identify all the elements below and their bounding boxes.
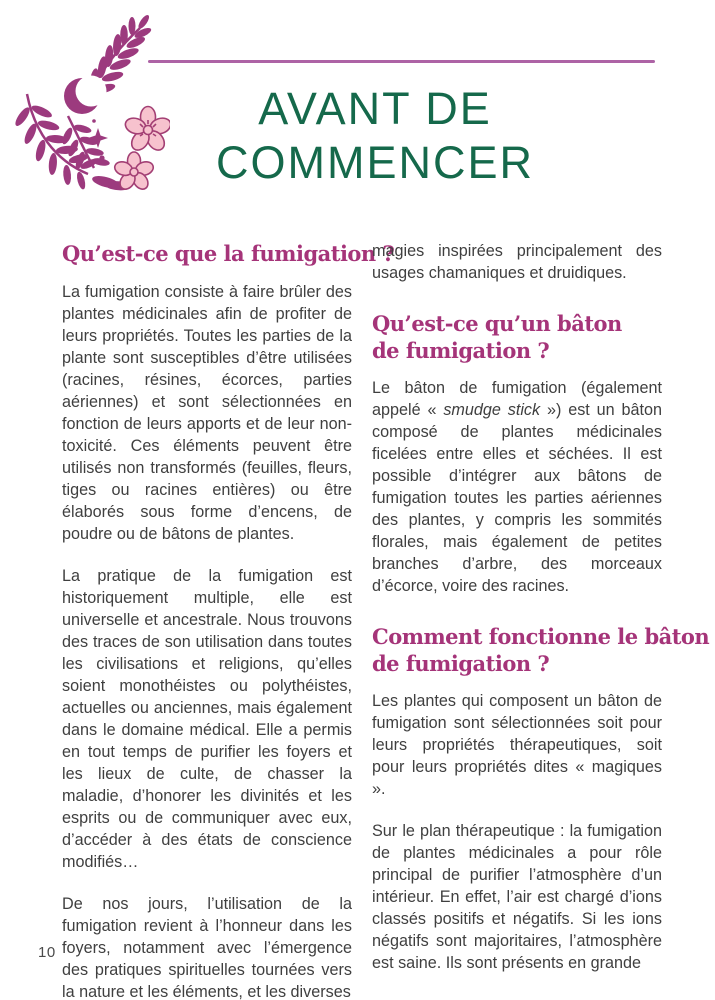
section-heading-fonctionne: Comment fonctionne le bâton de fumigation ? — [372, 624, 710, 676]
paragraph-text: Le bâton de fumigation (également appelé « — [372, 379, 662, 419]
paragraph-baton — [372, 377, 662, 597]
text-columns — [62, 240, 710, 1000]
paragraph: Les plantes qui composent un bâton de fumigation sont sélectionnées soit pour leurs propriétés thérapeutiques, soit pour leurs propriétés dites « magiques ». — [372, 692, 662, 798]
paragraph: Sur le plan thérapeutique : la fumigation de plantes médicinales a pour rôle principal de purifier l’atmosphère d’un intérieur. En effet, l’air est chargé d’ions classés positifs et négatifs. Si les ions négatifs sont majoritaires, l’atmosphère est saine. Ils sont présents en grande — [372, 822, 662, 972]
paragraph: De nos jours, l’utilisation de la fumigation revient à l’honneur dans les foyers, notamment avec l’émergence des pratiques spirituelles tournées vers la nature et les éléments, et les diverses — [62, 895, 352, 1000]
right-column — [372, 240, 710, 1000]
paragraph: La fumigation consiste à faire brûler des plantes médicinales afin de profiter de leurs propriétés. Toutes les parties de la plante sont susceptibles d’être utilisées (racines, résines, écorces, parties aériennes) et sont sélectionnées en fonction de leurs apports et de leur non-toxicité. Ces éléments peuvent être utilisés non transformés (feuilles, fleurs, tiges ou racines entières) ou être élaborés sous forme d’encens, de poudre ou de bâtons de plantes. — [62, 283, 352, 543]
page-title-line-2: COMMENCER — [216, 137, 534, 188]
left-column — [62, 240, 395, 1000]
paragraph-text: ») est un bâton composé de plantes médicinales ficelées entre elles et séchées. Il est possible d’intégrer aux bâtons de fumigation toutes les parties aériennes des plantes, y compris les sommités florales, mais également de petites branches d’arbre, des morceaux d’écorce, voire des racines. — [372, 401, 662, 595]
page-title — [115, 82, 635, 190]
section-heading-baton: Qu’est-ce qu’un bâton de fumigation ? — [372, 311, 622, 363]
header-rule — [148, 60, 655, 63]
paragraph: La pratique de la fumigation est historiquement multiple, elle est universelle et ancestrale. Nous trouvons des traces de son utilisation dans toutes les civilisations et religions, qu’elles soient monothéistes ou polythéistes, actuelles ou anciennes, mais également dans le domaine médical. Elle a permis en tout temps de purifier les foyers et les lieux de culte, de chasser la maladie, d’honorer les divinités et les esprits ou de communiquer avec eux, d’accéder à des états de conscience modifiés… — [62, 567, 352, 871]
page-number: 10 — [38, 944, 56, 961]
italic-term: smudge stick — [443, 401, 541, 419]
crescent-moon-icon — [64, 76, 107, 115]
paragraph-continuation: magies inspirées principalement des usages chamaniques et druidiques. — [372, 242, 662, 282]
section-heading-fumigation: Qu’est-ce que la fumigation ? — [62, 241, 395, 266]
page-title-line-1: AVANT DE — [258, 83, 492, 134]
